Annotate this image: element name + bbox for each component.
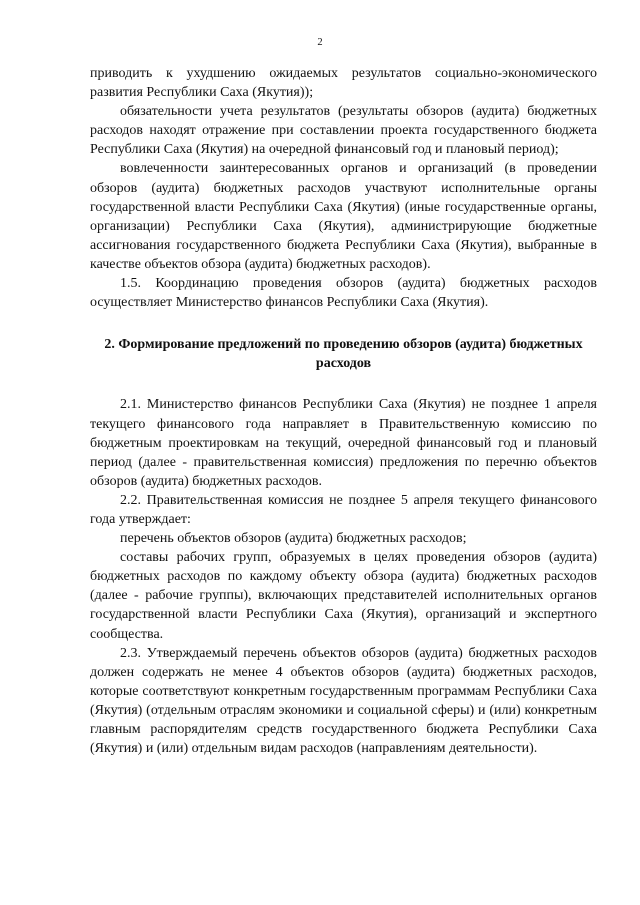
paragraph-continuation: приводить к ухудшению ожидаемых результатов социально-экономического развития Республики Саха (Якутия)); [90,66,597,101]
paragraph-2-2: 2.2. Правительственная комиссия не позднее 5 апреля текущего финансового года утверждает: [90,492,597,527]
paragraph-2-3: 2.3. Утверждаемый перечень объектов обзоров (аудита) бюджетных расходов должен содержать не менее 4 объектов обзоров (аудита) бюджетных расходов, которые соответствуют конкретным государственным программам Республики Саха (Якутия) (отдельным отраслям экономики и социальной сферы) и (или) конкретным главным распорядителям средств государственного бюджета Республики Саха (Якутия) и (или) отдельным видам расходов (направлениям деятельности). [90,645,597,757]
paragraph-2-1: 2.1. Министерство финансов Республики Саха (Якутия) не позднее 1 апреля текущего финансового года направляет в Правительственную комиссию по бюджетным проектировкам на текущий, очередной финансовый год и плановый период (далее - правительственная комиссия) предложения по перечню объектов обзоров (аудита) бюджетных расходов. [90,397,597,489]
paragraph-1-5: 1.5. Координацию проведения обзоров (аудита) бюджетных расходов осуществляет Министерство финансов Республики Саха (Якутия). [90,276,597,311]
paragraph-involvement: вовлеченности заинтересованных органов и организаций (в проведении обзоров (аудита) бюджетных расходов участвуют исполнительные органы государственной власти Республики Саха (Якутия) (иные государственные органы, организации) Республики Саха (Якутия), администрирующие бюджетные ассигнования государственного бюджета Республики Саха (Якутия), выбранные в качестве объектов обзора (аудита) бюджетных расходов). [90,161,597,272]
section-heading: 2. Формирование предложений по проведению обзоров (аудита) бюджетных расходов [104,337,583,372]
paragraph-working-groups: составы рабочих групп, образуемых в целях проведения обзоров (аудита) бюджетных расходов по каждому объекту обзора (аудита) бюджетных расходов (далее - рабочие группы), включающих представителей исполнительных органов государственной власти Республики Саха (Якутия), организаций и экспертного сообщества. [90,550,597,642]
paragraph-obligation: обязательности учета результатов (результаты обзоров (аудита) бюджетных расходов находят отражение при составлении проекта государственного бюджета Республики Саха (Якутия) на очередной финансовый год и плановый период); [90,104,597,158]
paragraph-list-objects: перечень объектов обзоров (аудита) бюджетных расходов; [120,531,467,547]
document-body [90,64,597,758]
page-number: 2 [317,37,323,48]
